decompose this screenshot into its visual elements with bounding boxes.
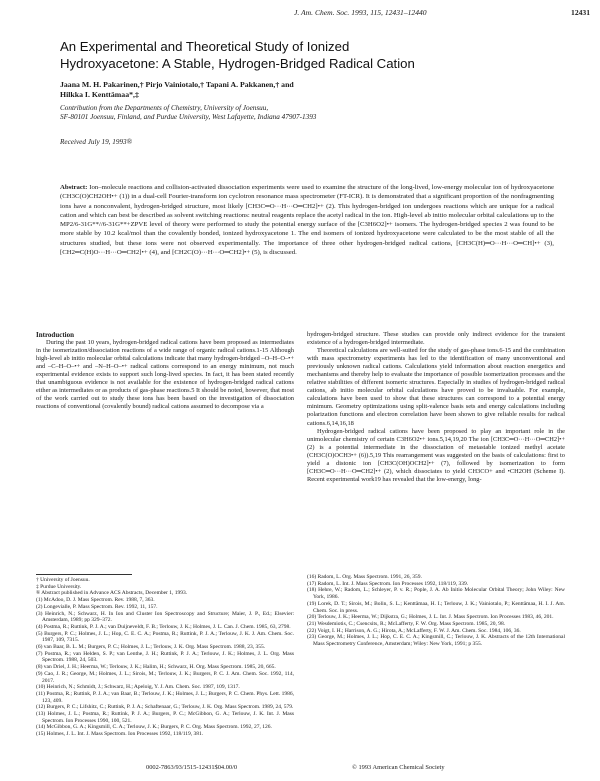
footnote-item: ® Abstract published in Advance ACS Abstracts, December 1, 1993.	[36, 590, 188, 597]
footnote-item: † University of Joensuu.	[36, 577, 90, 583]
footnote-item: (7) Postma, R.; van Helden, S. P.; van Lenthe, J. H.; Ruttink, P. J. A.; Terlouw, J. K.; Holmes, J. L. Org. Mass Spectrom. 1988, 24, 503.	[36, 650, 294, 664]
received-date: Received July 19, 1993®	[60, 138, 133, 146]
footnote-item: (1) McAdoo, D. J. Mass Spectrom. Rev. 1988, 7, 363.	[36, 597, 155, 604]
footnote-item: (13) Holmes, J. L.; Postma, R.; Ruttink, P. J. A.; Burgers, P. C.; McGibbon, G. A.; Terlouw, J. K. Int. J. Mass Spectrom. Ion Processes 1990, 100, 521.	[36, 711, 294, 724]
reference-item: (22) Voigt, I. H.; Harrison, A. G.; Hirota, A.; McLafferty, F. W. J. Am. Chem. Soc. 1984, 106, 36.	[307, 627, 521, 634]
author-list	[60, 80, 540, 100]
footnote-item: (14) McGibbon, G. A.; Kingsmill, C. A.; Terlouw, J. K.; Burgers, P. C. Org. Mass Spectrom. 1992, 27, 126.	[36, 724, 272, 731]
footnote-item: (6) van Baar, B. L. M.; Burgers, P. C.; Holmes, J. L.; Terlouw, J. K. Org. Mass Spectrom. 1988, 23, 355.	[36, 644, 266, 651]
abstract-label: Abstract:	[60, 184, 88, 191]
right-paragraph-2: Theoretical calculations are well-suited for the study of gas-phase ions.6-15 and the combination with mass spectrometry experiments has led to the identification of many unconventional and previously unknown radical cations. Calculations yield information about reaction energetics and mechanisms and thereby help to evaluate the importance of possible isomerization processes and the relative stabilities of different isomeric structures. Especially in studies of hydrogen-bridged radical cations, ab initio molecular orbital calculations have proved to be invaluable. For example, calculations have been used to show that these structures can correspond to a potential energy minimum. Geometry optimizations using split-valence basis sets and energy calculations including polarization functions and electron correlation have been shown to give reliable results for radical cations.6,14,16,18	[307, 347, 565, 427]
footnote-item: (4) Postma, R.; Ruttink, P. J. A.; van Duijneveldt, F. B.; Terlouw, J. K.; Holmes, J. L. Can. J. Chem. 1985, 63, 2798.	[36, 623, 291, 630]
intro-paragraph: During the past 10 years, hydrogen-bridged radical cations have been proposed as intermediates in the isomerization/dissociation reactions of a wide range of organic radical cations.1-15 Although high-level ab initio molecular orbital calculations indicate that many hydrogen-bridged –O–H–O–•+ and –C–H–O–•+ and –N–H–O–•+ radical cations correspond to an energy minimum, not much experimental evidence exists to support such long-lived species. In fact, it has been stated recently that unambiguous evidence is not available for the existence of hydrogen-bridged radical cations either as intermediates or as products of gas-phase reactions.5 It should be noted, however, that most of the work carried out to study these ions has been based on the investigation of dissociation reactions of conventional (covalently bound) radical cations assumed to decompose via a	[36, 339, 294, 411]
reference-item: (18) Hehre, W.; Radom, L.; Schleyer, P. v. R.; Pople, J. A. Ab Initio Molecular Orbital Theory; John Wiley: New York, 1986.	[307, 587, 565, 601]
right-paragraph-3: Hydrogen-bridged radical cations have been proposed to play an important role in the unimolecular chemistry of certain C3H6O2•+ ions.5,14,19,20 The ion [CH3C═O···H···O═CH2]•+ (2) is a potential intermediate in the dissociation of metastable ionized methyl acetate (CH3C(O)OCH3•+ (6)).5,19 This rearrangement was suggested on the basis of calculations: first to yield a distonic ion [CH3C(OH)OCH2]•+ (7), followed by isomerization to form [CH3C═O···H···O═CH2]•+ (2), which dissociates to yield CH3CO+ and •CH2OH (Scheme I). Recent experimental work19 has revealed that the low-energy, long-	[307, 427, 565, 483]
footnote-item: ‡ Purdue University.	[36, 583, 82, 590]
right-column	[307, 331, 565, 484]
footnote-item: (11) Postma, R.; Ruttink, P. J. A.; van Baar, B.; Terlouw, J. K.; Holmes, J. L.; Burgers, P. C. Chem. Phys. Lett. 1986, 123, 409.	[36, 690, 294, 704]
footnote-item: (2) Longevialle, P. Mass Spectrom. Rev. 1992, 11, 157.	[36, 603, 158, 610]
page-number: 12431	[571, 8, 590, 17]
footnote-item: (3) Heinrich, N.; Schwarz, H. In Ion and Cluster Ion Spectroscopy and Structure; Maier, J. P., Ed.; Elsevier: Amsterdam, 1989; pp 329–372.	[36, 610, 294, 624]
reference-item: (20) Terlouw, J. K.; Heerma, W.; Dijkstra, G.; Holmes, J. L. Int. J. Mass Spectrom. Ion Processes 1983, 46, 201.	[307, 614, 554, 621]
intro-heading: Introduction	[36, 331, 74, 339]
title-line-2: Hydroxyacetone: A Stable, Hydrogen-Bridged Radical Cation	[60, 56, 415, 71]
abstract-text: Ion–molecule reactions and collision-activated dissociation experiments were used to examine the structure of the long-lived, low-energy molecular ion of hydroxyacetone (CH3C(O)CH2OH•+ (1)) in a dual-cell Fourier-transform ion cyclotron resonance mass spectrometer (FT-ICR). It is demonstrated that a significant proportion of the nonfragmenting ions have a nonconvalent, hydrogen-bridged structure, most likely [CH3C═O···H···O═CH2]•+ (2). This hydrogen-bridged ion undergoes reactions which are unique for a radical cation and which can best be described as solvent switching reactions: neutral reagents replace the acetyl radical in the ion. High-level ab initio molecular orbital calculations up to the MP2/6-31G**//6-31G**+ZPVE level of theory were performed to study the potential energy surface of the [C3H6O2]•+ isomers. The hydrogen-bridged species 2 was found to be more stable by 10.2 kcal/mol than the covalently bonded, ionized hydroxyacetone 1. The end isomers of ionized hydroxyacetone were calculated to be the most stable of all the structures studied, but these ions were not observed experimentally. The importance of three other hydrogen-bridged radical cations, [CH3C(H)═O···H···O═CH]•+ (3), [CH2═C(H)O···H···O═CH2]•+ (4), and [CH2C(O)···H···O═CH2]•+ (5), is discussed.	[60, 184, 555, 257]
article-title	[60, 38, 530, 72]
left-column	[36, 331, 294, 411]
article-code: 0002-7863/93/1515-12431$04.00/0	[146, 764, 238, 771]
authors-line-1: Jaana M. H. Pakarinen,† Pirjo Vainiotalo,† Tapani A. Pakkanen,† and	[60, 80, 294, 89]
affiliation-line-1: Contribution from the Departments of Chemistry, University of Joensuu,	[60, 104, 269, 112]
references-continued	[307, 574, 565, 648]
footnote-item: (5) Burgers, P. C.; Holmes, J. L.; Hop, C. E. C. A.; Postma, R.; Ruttink, P. J. A.; Terlouw, J. K. J. Am. Chem. Soc. 1987, 109, 7315.	[36, 630, 294, 644]
title-line-1: An Experimental and Theoretical Study of Ionized	[60, 39, 350, 54]
footnote-item: (15) Holmes, J. L. Int. J. Mass Spectrom. Ion Processes 1992, 118/119, 381.	[36, 731, 204, 738]
footnote-item: (10) Heinrich, N.; Schmidt, J.; Schwarz, H.; Apeloig, Y. J. Am. Chem. Soc. 1987, 109, 1317.	[36, 684, 240, 691]
reference-item: (23) George, M.; Holmes, J. L.; Hop, C. E. C. A.; Kingsmill, C.; Terlouw, J. K. Abstracts of the 12th International Mass Spectrometry Conference, Amsterdam; Wiley: New York, 1991; p 355.	[307, 634, 565, 648]
right-paragraph-1: hydrogen-bridged structure. These studies can provide only indirect evidence for the transient existence of a hydrogen-bridged intermediate.	[307, 331, 565, 347]
authors-line-2: Hilkka I. Kenttämaa*,‡	[60, 90, 139, 99]
reference-item: (21) Wesdemiotis, C.; Csencsits, R.; McLafferty, F. W. Org. Mass Spectrom. 1985, 20, 98.	[307, 620, 506, 627]
footnote-item: (12) Burgers, P. C.; Lifshitz, C.; Ruttink, P. J. A.; Schaftenaar, G.; Terlouw, J. K. Org. Mass Spectrom. 1989, 24, 579.	[36, 704, 294, 711]
running-header	[0, 8, 594, 20]
affiliation	[60, 104, 540, 122]
affiliation-line-2: SF-80101 Joensuu, Finland, and Purdue University, West Lafayette, Indiana 47907-1393	[60, 113, 317, 122]
journal-citation: J. Am. Chem. Soc. 1993, 115, 12431–12440	[294, 8, 427, 17]
reference-item: (16) Radom, L. Org. Mass Spectrom. 1991, 26, 359.	[307, 574, 422, 580]
footnote-item: (8) van Driel, J. H.; Heerma, W.; Terlouw, J. K.; Halim, H.; Schwarz, H. Org. Mass Spectrom. 1985, 20, 665.	[36, 664, 276, 671]
copyright: © 1993 American Chemical Society	[352, 764, 445, 771]
footnote-item: (9) Cao, J. R.; George, M.; Holmes, J. L.; Sirois, M.; Terlouw, J. K.; Burgers, P. C. J. Am. Chem. Soc. 1992, 114, 2017.	[36, 670, 294, 684]
reference-item: (17) Radom, L. Int. J. Mass Spectrom. Ion Processes 1992, 118/119, 339.	[307, 580, 469, 587]
footnotes	[36, 574, 294, 738]
page-footer	[0, 764, 600, 776]
footnote-rule	[36, 574, 132, 575]
reference-item: (19) Lorek, D. T.; Sirois, M.; Bolin, S. L.; Kenttämaa, H. I.; Terlouw, J. K.; Vainiotalo, P.; Kenttämaa, H. I. J. Am. Chem. Soc. in press.	[307, 600, 565, 614]
abstract	[60, 183, 554, 257]
